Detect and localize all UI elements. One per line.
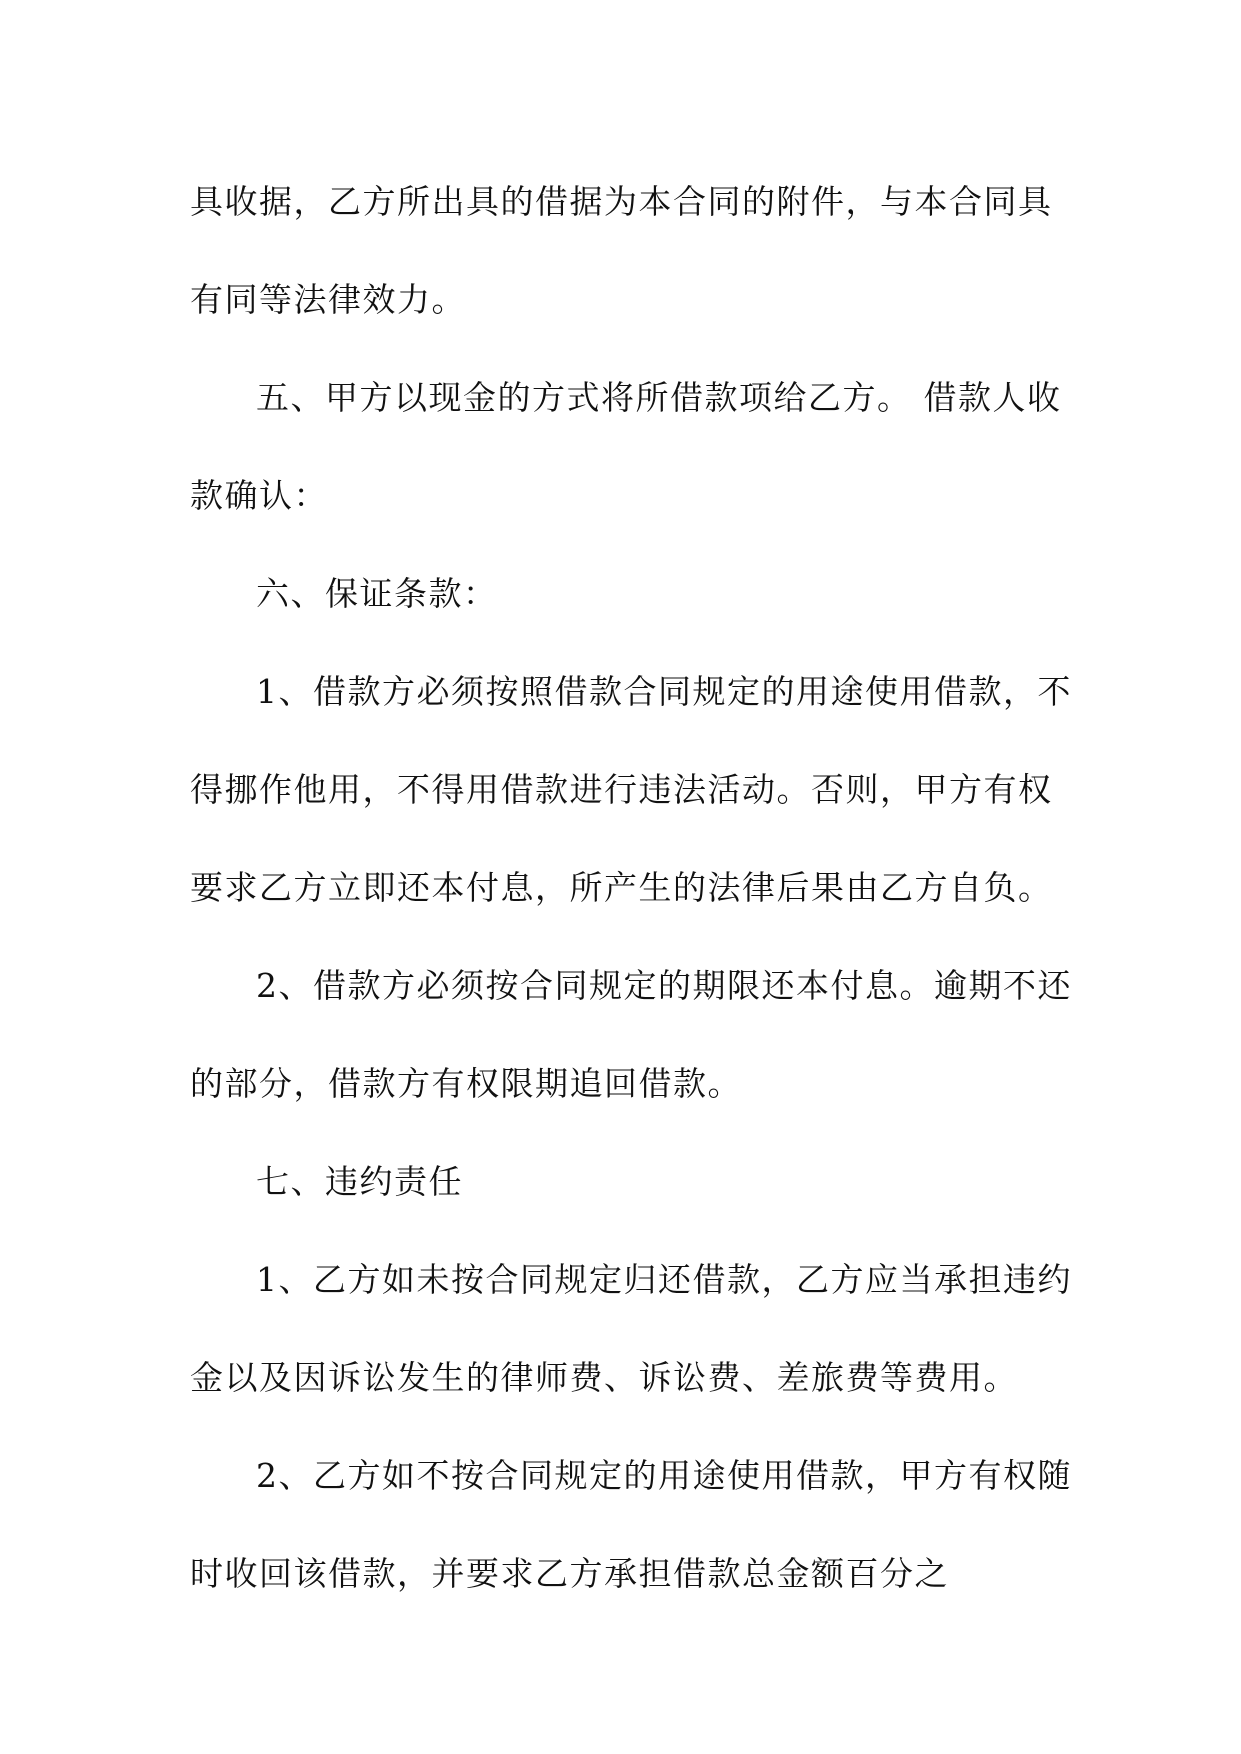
section-6-heading: 六、保证条款：: [256, 574, 498, 613]
section-5-line-2: 款确认：: [190, 476, 328, 515]
section-5-line-1: 五、甲方以现金的方式将所借款项给乙方。 借款人收: [256, 378, 1062, 417]
clause-6-1-line-3: 要求乙方立即还本付息，所产生的法律后果由乙方自负。: [190, 868, 1053, 907]
clause-6-1-line-1: 1、借款方必须按照借款合同规定的用途使用借款，不: [256, 672, 1072, 711]
clause-7-2-line-2: 时收回该借款，并要求乙方承担借款总金额百分之: [190, 1554, 949, 1593]
clause-7-2-line-1: 2、乙方如不按合同规定的用途使用借款，甲方有权随: [256, 1456, 1072, 1495]
clause-6-2-line-1: 2、借款方必须按合同规定的期限还本付息。逾期不还: [256, 966, 1072, 1005]
clause-7-1-line-2: 金以及因诉讼发生的律师费、诉讼费、差旅费等费用。: [190, 1358, 1018, 1397]
text-line-2: 有同等法律效力。: [190, 280, 466, 319]
clause-6-1-line-2: 得挪作他用，不得用借款进行违法活动。否则，甲方有权: [190, 770, 1053, 809]
section-7-heading: 七、违约责任: [256, 1162, 463, 1201]
clause-7-1-line-1: 1、乙方如未按合同规定归还借款，乙方应当承担违约: [256, 1260, 1072, 1299]
clause-6-2-line-2: 的部分，借款方有权限期追回借款。: [190, 1064, 742, 1103]
text-line-1: 具收据，乙方所出具的借据为本合同的附件，与本合同具: [190, 182, 1053, 221]
